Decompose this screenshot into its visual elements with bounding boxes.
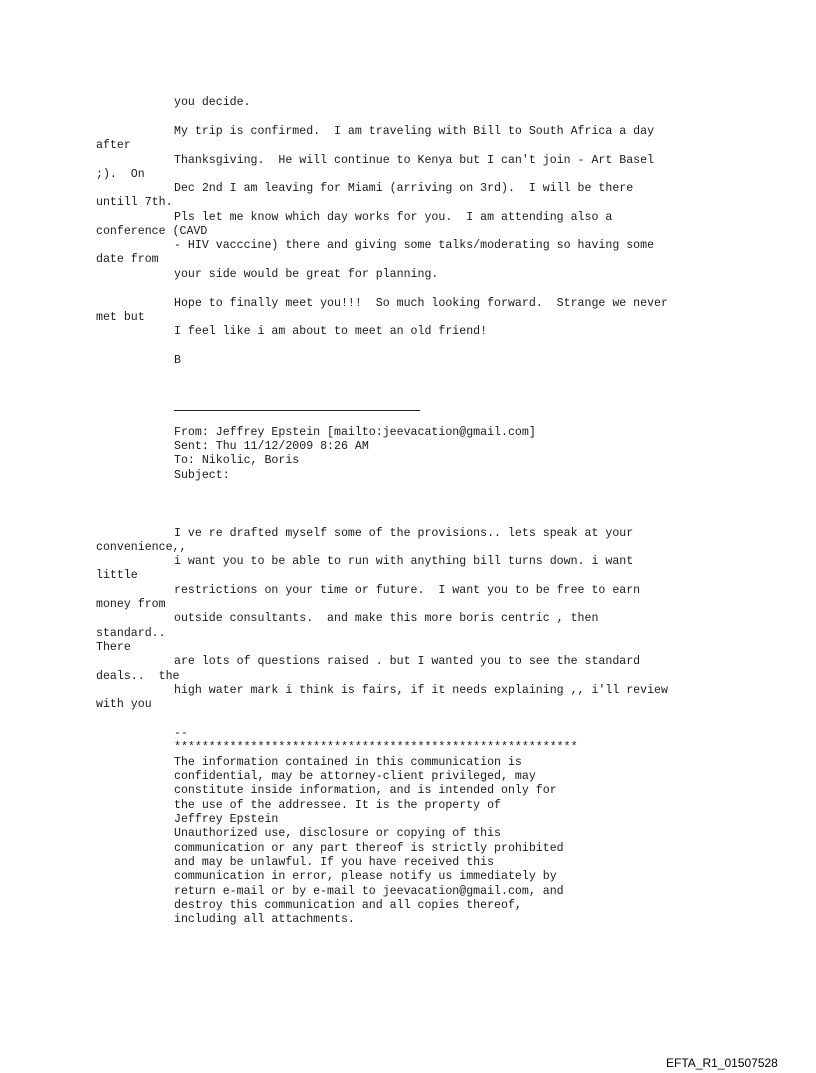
disclaimer-line: confidential, may be attorney-client privileged, may bbox=[174, 770, 536, 783]
body-line: after bbox=[96, 139, 131, 152]
disclaimer-line: communication in error, please notify us immediately by bbox=[174, 870, 557, 883]
header-subject: Subject: bbox=[174, 469, 230, 482]
body-line: My trip is confirmed. I am traveling with Bill to South Africa a day bbox=[174, 125, 655, 138]
original-line: standard.. bbox=[96, 627, 166, 640]
body-line: Pls let me know which day works for you. I am attending also a bbox=[174, 211, 613, 224]
body-line: untill 7th. bbox=[96, 196, 173, 209]
body-line: ;). On bbox=[96, 168, 145, 181]
body-line: I feel like i am about to meet an old friend! bbox=[174, 325, 488, 338]
header-from: From: Jeffrey Epstein [mailto:jeevacation@gmail.com] bbox=[174, 426, 536, 439]
original-line: i want you to be able to run with anything bill turns down. i want bbox=[174, 555, 634, 568]
body-line: conference (CAVD bbox=[96, 225, 208, 238]
original-line: restrictions on your time or future. I want you to be free to earn bbox=[174, 584, 641, 597]
original-line: little bbox=[96, 569, 138, 582]
body-line: - HIV vacccine) there and giving some talks/moderating so having some bbox=[174, 239, 655, 252]
separator-line bbox=[174, 410, 420, 411]
disclaimer-line: return e-mail or by e-mail to jeevacation@gmail.com, and bbox=[174, 885, 564, 898]
original-line: high water mark i think is fairs, if it needs explaining ,, i'll review bbox=[174, 684, 668, 697]
body-line: met but bbox=[96, 311, 145, 324]
disclaimer-line: destroy this communication and all copies thereof, bbox=[174, 899, 522, 912]
original-line: are lots of questions raised . but I wanted you to see the standard bbox=[174, 655, 641, 668]
disclaimer-line: communication or any part thereof is strictly prohibited bbox=[174, 842, 564, 855]
signature-stars: ********************************************************** bbox=[174, 741, 578, 754]
body-line: you decide. bbox=[174, 96, 251, 109]
disclaimer-line: the use of the addressee. It is the property of bbox=[174, 799, 501, 812]
original-line: I ve re drafted myself some of the provisions.. lets speak at your bbox=[174, 527, 634, 540]
disclaimer-line: Jeffrey Epstein bbox=[174, 813, 279, 826]
disclaimer-line: The information contained in this communication is bbox=[174, 756, 522, 769]
body-line: Thanksgiving. He will continue to Kenya but I can't join - Art Basel bbox=[174, 154, 655, 167]
disclaimer-line: and may be unlawful. If you have received this bbox=[174, 856, 495, 869]
original-line: outside consultants. and make this more boris centric , then bbox=[174, 612, 599, 625]
disclaimer-line: including all attachments. bbox=[174, 913, 355, 926]
original-line: deals.. the bbox=[96, 670, 180, 683]
disclaimer-line: constitute inside information, and is intended only for bbox=[174, 784, 557, 797]
header-sent: Sent: Thu 11/12/2009 8:26 AM bbox=[174, 440, 369, 453]
document-id: EFTA_R1_01507528 bbox=[666, 1056, 778, 1070]
body-line: Dec 2nd I am leaving for Miami (arriving on 3rd). I will be there bbox=[174, 182, 634, 195]
original-line: There bbox=[96, 641, 131, 654]
original-line: convenience,, bbox=[96, 541, 187, 554]
original-line: with you bbox=[96, 698, 152, 711]
signature-dashes: -- bbox=[174, 727, 188, 740]
header-to: To: Nikolic, Boris bbox=[174, 454, 300, 467]
body-line: your side would be great for planning. bbox=[174, 268, 439, 281]
body-line: date from bbox=[96, 253, 159, 266]
body-line: Hope to finally meet you!!! So much looking forward. Strange we never bbox=[174, 297, 668, 310]
signoff: B bbox=[174, 354, 181, 367]
original-line: money from bbox=[96, 598, 166, 611]
disclaimer-line: Unauthorized use, disclosure or copying of this bbox=[174, 827, 501, 840]
